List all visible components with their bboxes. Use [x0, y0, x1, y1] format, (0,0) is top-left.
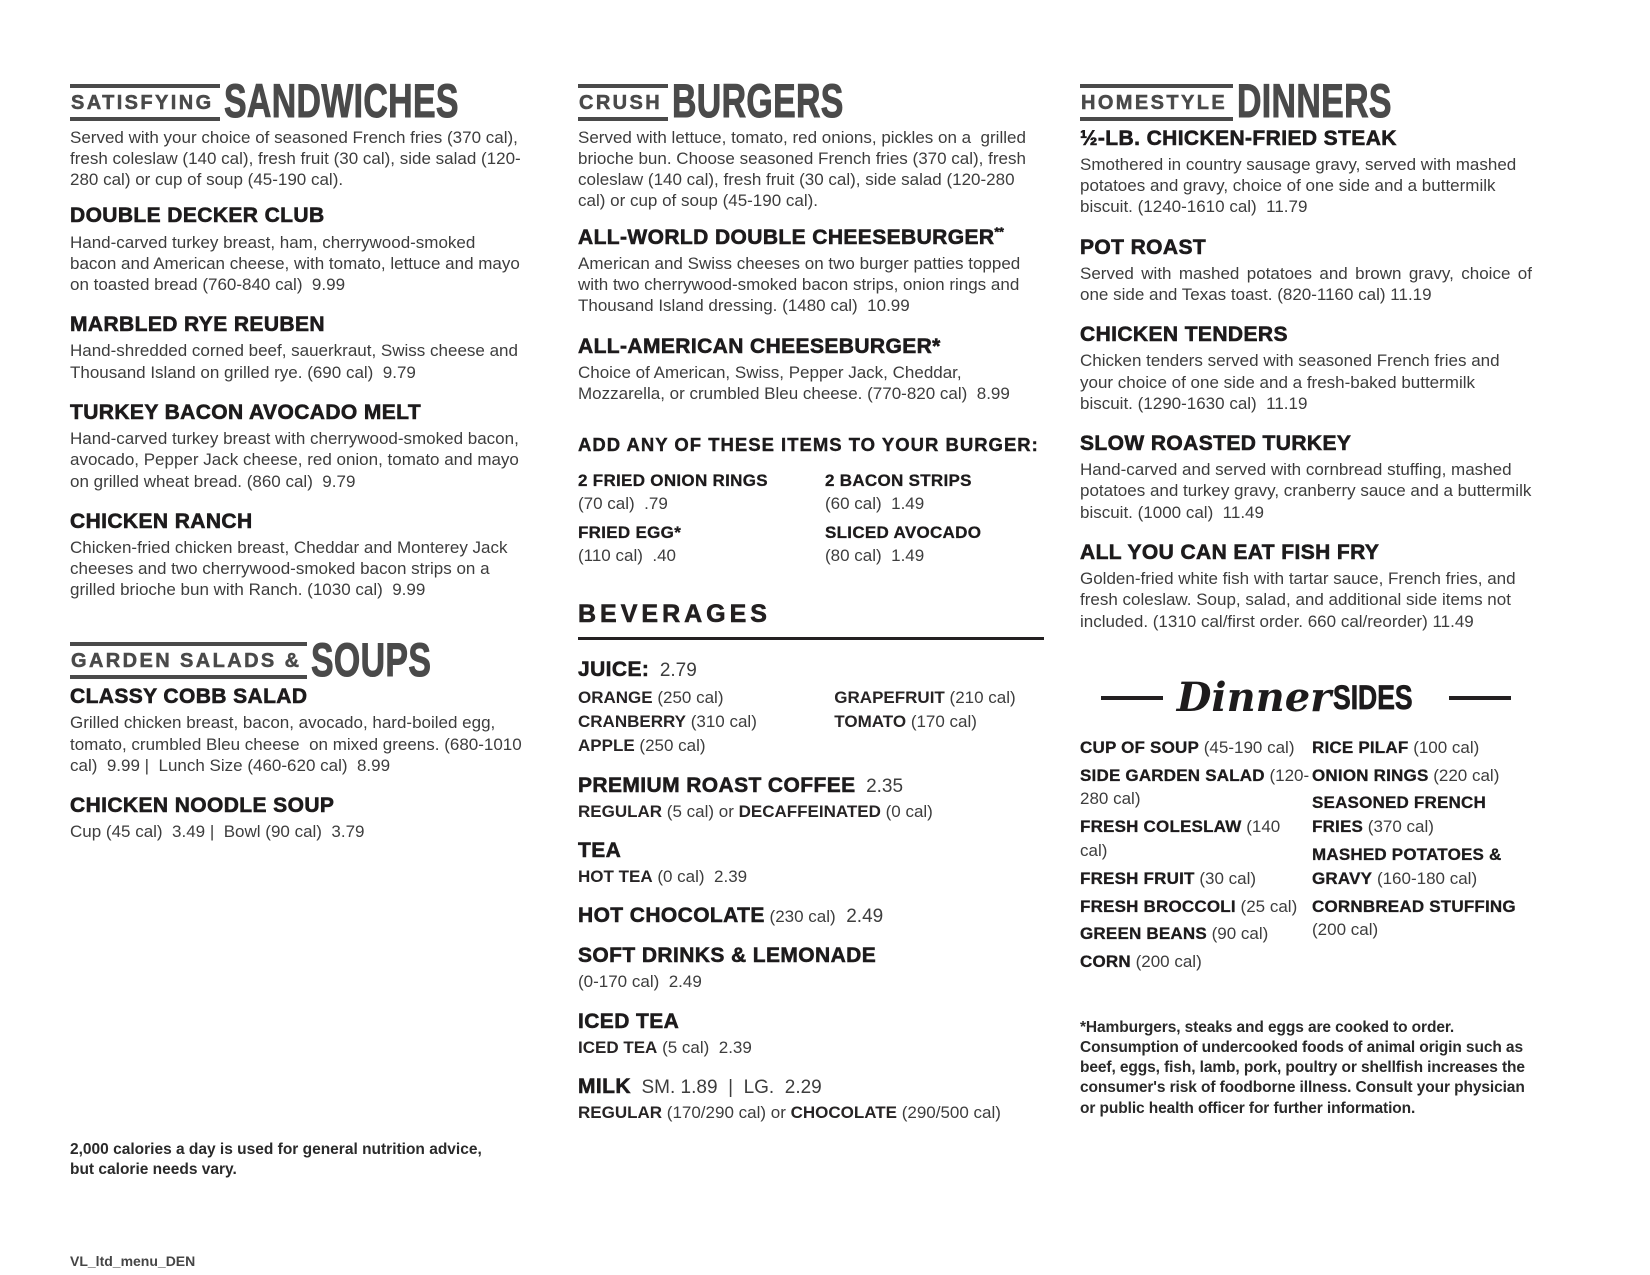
item-name-text: SLOW ROASTED TURKEY — [1080, 432, 1352, 456]
juice-flavor — [578, 734, 834, 758]
section-kicker: GARDEN SALADS & — [70, 642, 307, 679]
item-description: Served with mashed potatoes and brown gravy, choice of one side and Texas toast. (820-1160 cal) 11.19 — [1080, 263, 1532, 304]
item-name — [70, 510, 522, 534]
side-item — [1080, 950, 1312, 974]
juice-flavor-cal: (250 cal) — [657, 687, 724, 707]
side-cal: (200 cal) — [1312, 920, 1379, 940]
beverage-name-line — [578, 944, 1044, 968]
addon-price: .40 — [652, 545, 676, 565]
beverage-detail — [578, 866, 1044, 888]
beverage-detail-segment: REGULAR — [578, 802, 663, 822]
sides-column-right — [1312, 736, 1532, 978]
item-name — [1080, 236, 1532, 260]
item-name-text: ALL-AMERICAN CHEESEBURGER* — [578, 334, 941, 358]
beverage-detail — [578, 1102, 1044, 1124]
addon-cal: (110 cal) — [578, 545, 643, 565]
beverage-name: PREMIUM ROAST COFFEE — [578, 774, 856, 798]
beverage-name: JUICE: — [578, 657, 650, 681]
column-dinners-sides — [1080, 74, 1537, 1119]
sides-title-rest: SIDES — [1333, 678, 1413, 717]
item-name-text: CHICKEN RANCH — [70, 509, 253, 533]
side-name: FRESH COLESLAW — [1080, 817, 1242, 837]
item-description: Smothered in country sausage gravy, served with mashed potatoes and gravy, choice of one side and a buttermilk biscuit. (1240-1610 cal) 11.79 — [1080, 154, 1521, 217]
addon-cal: (60 cal) — [824, 494, 882, 514]
beverage-iced-tea — [578, 1010, 1044, 1059]
beverage-detail-segment: (5 cal) or — [662, 802, 739, 822]
side-item — [1080, 815, 1312, 863]
juice-flavor — [834, 710, 1044, 734]
addons-column-right — [825, 470, 1044, 574]
addon-name: FRIED EGG* — [578, 523, 682, 543]
menu-item — [1080, 541, 1532, 632]
item-description: Golden-fried white fish with tartar sauce, French fries, and fresh coleslaw. Soup, salad, and additional side items not included. (1310 cal/first order. 660 cal/reorder) 11.49 — [1080, 569, 1521, 631]
juice-flavor — [834, 686, 1044, 710]
addon-cal: (80 cal) — [824, 545, 882, 565]
item-name-text: ½-LB. CHICKEN-FRIED STEAK — [1080, 126, 1397, 150]
beverage-detail-segment: (0 cal) 2.39 — [652, 867, 748, 887]
addon-name: 2 BACON STRIPS — [824, 471, 972, 491]
beverage-name-line — [578, 774, 1044, 798]
side-name: CORN — [1080, 952, 1131, 972]
beverage-price-value: 2.79 — [659, 659, 697, 681]
section-header-dinners — [1080, 74, 1532, 127]
beverage-detail — [578, 1037, 1044, 1059]
addon-cal: (70 cal) — [578, 494, 635, 514]
beverage-detail — [578, 971, 1044, 993]
section-header-sandwiches — [70, 74, 522, 127]
divider-dash — [1449, 696, 1511, 700]
beverage-name: TEA — [578, 839, 622, 863]
beverage-sizes-value: SM. 1.89 | LG. 2.29 — [641, 1076, 822, 1098]
beverage-detail-segment: (290/500 cal) — [896, 1102, 1001, 1122]
column-sandwiches-salads — [70, 74, 527, 861]
juice-flavor-cal: (310 cal) — [690, 712, 757, 732]
beverage-price-value: 2.35 — [866, 776, 904, 798]
section-kicker: SATISFYING — [70, 84, 220, 121]
sides-title-script: Dinner — [1176, 673, 1332, 721]
menu-item — [70, 401, 522, 492]
item-name — [70, 313, 522, 337]
item-name-text: CHICKEN TENDERS — [1080, 323, 1288, 347]
menu-item — [1080, 432, 1537, 523]
section-kicker: CRUSH — [578, 84, 668, 121]
juice-flavors — [578, 686, 1044, 758]
side-cal: (140 cal) — [1080, 817, 1285, 861]
menu-item — [578, 226, 1044, 317]
sides-column-left — [1080, 736, 1312, 978]
side-cal: (120-280 cal) — [1080, 765, 1310, 809]
section-header-dinner-sides — [1080, 673, 1532, 721]
section-title: DINNERS — [1237, 74, 1392, 127]
side-item — [1312, 791, 1532, 839]
side-name: GREEN BEANS — [1080, 924, 1207, 944]
side-cal: (100 cal) — [1413, 737, 1480, 757]
beverage-hot-chocolate — [578, 904, 1044, 928]
juice-flavor — [578, 686, 834, 710]
burger-addons-grid — [578, 470, 1044, 574]
beverage-name-line — [578, 839, 1044, 863]
item-description: Chicken-fried chicken breast, Cheddar and Monterey Jack cheeses and two cherrywood-smoked bacon strips on a grilled brioche bun with Ranch. (1030 cal) 9.99 — [70, 537, 513, 600]
side-cal: (90 cal) — [1211, 924, 1269, 944]
beverage-name: ICED TEA — [578, 1009, 680, 1033]
beverage-detail-segment: (170/290 cal) or — [662, 1102, 791, 1122]
section-intro: Served with lettuce, tomato, red onions, pickles on a grilled brioche bun. Choose seasoned French fries (370 cal), fresh coleslaw (140 cal), fresh fruit (30 cal), side salad (120-280 cal) or cup of soup (45-190 cal). — [578, 127, 1031, 211]
side-cal: (30 cal) — [1199, 868, 1257, 888]
item-name-text: CLASSY COBB SALAD — [70, 685, 308, 709]
item-name — [1080, 541, 1532, 565]
beverage-tea — [578, 839, 1044, 888]
addon-item — [825, 470, 1044, 516]
side-item — [1312, 764, 1532, 788]
item-name — [70, 794, 522, 818]
dinner-item-list — [1080, 126, 1537, 632]
side-item — [1080, 764, 1312, 812]
menu-item — [70, 313, 522, 383]
addon-item — [578, 470, 825, 516]
item-description: Hand-shredded corned beef, sauerkraut, Swiss cheese and Thousand Island on grilled rye. (690 cal) 9.79 — [70, 341, 523, 382]
item-name-text: CHICKEN NOODLE SOUP — [70, 794, 335, 818]
addon-name: SLICED AVOCADO — [824, 523, 982, 543]
addon-price: 1.49 — [891, 545, 925, 565]
side-item — [1312, 736, 1532, 760]
beverage-detail — [578, 801, 1044, 823]
side-name: RICE PILAF — [1312, 737, 1409, 757]
side-item — [1080, 867, 1312, 891]
side-cal: (370 cal) — [1367, 817, 1434, 837]
item-description: Grilled chicken breast, bacon, avocado, hard-boiled egg, tomato, crumbled Bleu cheese on mixed greens. (680-1010 cal) 9.99 | Lunch Size (460-620 cal) 8.99 — [70, 713, 527, 775]
side-item — [1312, 895, 1532, 943]
beverage-name: MILK — [578, 1074, 631, 1098]
section-title: SOUPS — [311, 632, 432, 686]
beverage-cal — [765, 907, 836, 926]
section-header-salads-soups — [70, 632, 522, 686]
addon-name: 2 FRIED ONION RINGS — [578, 471, 768, 491]
divider-dash — [1101, 696, 1163, 700]
item-description: Cup (45 cal) 3.49 | Bowl (90 cal) 3.79 — [70, 822, 365, 842]
beverage-detail-segment: (5 cal) 2.39 — [657, 1037, 752, 1057]
item-name-text: POT ROAST — [1080, 235, 1207, 259]
beverage-detail-segment: CHOCOLATE — [790, 1102, 897, 1122]
side-name: FRESH FRUIT — [1080, 868, 1195, 888]
menu-item — [578, 335, 1044, 405]
addon-cal-price — [578, 545, 825, 568]
juice-flavor-name: ORANGE — [578, 687, 653, 707]
item-name — [578, 335, 1044, 359]
juice-flavor-cal: (250 cal) — [639, 736, 706, 756]
side-cal: (160-180 cal) — [1376, 868, 1478, 888]
salad-item-list — [70, 685, 527, 842]
addon-cal-price — [578, 493, 825, 516]
item-name — [578, 226, 1044, 250]
beverage-detail-segment: ICED TEA — [578, 1037, 658, 1057]
juice-flavors-left — [578, 686, 834, 758]
juice-flavor-name: CRANBERRY — [578, 712, 686, 732]
juice-flavor-name: TOMATO — [834, 712, 907, 732]
beverage-price — [856, 776, 904, 797]
column-burgers-beverages — [578, 76, 1044, 1140]
item-name — [1080, 432, 1532, 456]
item-name — [70, 685, 522, 709]
beverage-name-line — [578, 904, 1044, 928]
juice-flavor-name: APPLE — [578, 736, 635, 756]
item-name-text: DOUBLE DECKER CLUB — [70, 204, 325, 228]
juice-flavor-name: GRAPEFRUIT — [834, 687, 945, 707]
juice-flavor — [578, 710, 834, 734]
side-name: CORNBREAD STUFFING — [1312, 896, 1516, 916]
burger-item-list — [578, 226, 1044, 405]
item-name-text: MARBLED RYE REUBEN — [70, 313, 325, 337]
section-kicker: HOMESTYLE — [1080, 84, 1233, 121]
side-name: SIDE GARDEN SALAD — [1080, 765, 1265, 785]
juice-flavor-cal: (170 cal) — [910, 712, 977, 732]
side-name: CUP OF SOUP — [1080, 737, 1200, 757]
beverage-soft-drinks — [578, 944, 1044, 993]
side-item — [1080, 736, 1312, 760]
beverage-juice — [578, 658, 1044, 758]
beverage-name-line — [578, 658, 1044, 682]
item-description: Hand-carved turkey breast, ham, cherrywood-smoked bacon and American cheese, with tomato, lettuce and mayo on toasted bread (760-840 cal) 9.99 — [70, 232, 525, 295]
side-cal: (25 cal) — [1240, 896, 1298, 916]
side-cal: (220 cal) — [1433, 765, 1500, 785]
juice-flavors-right — [834, 686, 1044, 758]
addon-price: .79 — [644, 494, 668, 514]
beverage-name: SOFT DRINKS & LEMONADE — [578, 944, 877, 968]
item-footnote-marker: ** — [994, 224, 1004, 239]
side-item — [1312, 843, 1532, 891]
item-description: Chicken tenders served with seasoned French fries and your choice of one side and a fresh-baked buttermilk biscuit. (1290-1630 cal) 11.19 — [1080, 351, 1505, 413]
section-title: SANDWICHES — [223, 74, 459, 127]
addon-cal-price — [825, 493, 1044, 516]
beverage-cal-value: (230 cal) — [769, 907, 836, 927]
menu-item — [70, 510, 522, 601]
section-title: BURGERS — [672, 74, 844, 127]
sandwich-item-list — [70, 204, 525, 600]
cooked-to-order-disclaimer: *Hamburgers, steaks and eggs are cooked to order. Consumption of undercooked foods of animal origin such as beef, eggs, fish, lamb, pork, poultry or shellfish increases the consumer's risk of foodborne illness. Consult your physician or public health officer for further information. — [1080, 1019, 1525, 1117]
side-cal: (45-190 cal) — [1203, 737, 1295, 757]
beverage-detail-segment: DECAFFEINATED — [738, 802, 881, 822]
beverage-name-line — [578, 1075, 1044, 1099]
beverage-detail-segment: HOT TEA — [578, 867, 653, 887]
section-intro: Served with your choice of seasoned French fries (370 cal), fresh coleslaw (140 cal), fresh fruit (30 cal), side salad (120-280 cal) or cup of soup (45-190 cal). — [70, 127, 523, 190]
beverage-detail-segment: (0-170 cal) 2.49 — [578, 972, 702, 992]
beverage-name: HOT CHOCOLATE — [578, 904, 765, 928]
beverage-price — [836, 906, 884, 927]
item-name-text: TURKEY BACON AVOCADO MELT — [70, 400, 422, 424]
beverages-heading: BEVERAGES — [578, 600, 1044, 640]
side-name: SEASONED FRENCH FRIES — [1312, 793, 1491, 837]
item-name — [1080, 127, 1532, 151]
item-name-text: ALL YOU CAN EAT FISH FRY — [1080, 540, 1380, 564]
calorie-footnote: 2,000 calories a day is used for general nutrition advice, but calorie needs vary. — [70, 1141, 482, 1179]
juice-flavor-cal: (210 cal) — [949, 687, 1016, 707]
addon-price: 1.49 — [891, 494, 925, 514]
item-name — [70, 401, 522, 425]
menu-item — [1080, 323, 1532, 414]
beverage-detail-segment: (0 cal) — [880, 802, 933, 822]
dinner-sides-grid — [1080, 736, 1532, 978]
item-description: Hand-carved and served with cornbread stuffing, mashed potatoes and turkey gravy, cranberry sauce and a buttermilk biscuit. (1000 cal) 11.49 — [1080, 460, 1537, 522]
side-cal: (200 cal) — [1135, 952, 1202, 972]
item-name-text: ALL-WORLD DOUBLE CHEESEBURGER — [578, 225, 995, 249]
side-item — [1080, 895, 1312, 919]
menu-item — [70, 204, 525, 295]
beverage-milk — [578, 1075, 1044, 1124]
side-item — [1080, 922, 1312, 946]
side-name: FRESH BROCCOLI — [1080, 896, 1236, 916]
item-description: Hand-carved turkey breast with cherrywood-smoked bacon, avocado, Pepper Jack cheese, red onion, tomato and mayo on grilled wheat bread. (860 cal) 9.79 — [70, 429, 524, 491]
beverage-sizes — [631, 1077, 822, 1098]
item-name — [1080, 323, 1532, 347]
menu-item — [1080, 127, 1532, 218]
side-name: MASHED POTATOES & GRAVY — [1312, 845, 1507, 888]
document-code: VL_ltd_menu_DEN — [70, 1253, 196, 1269]
beverage-price-value: 2.49 — [846, 906, 884, 928]
menu-item — [70, 794, 522, 842]
beverage-detail-segment: REGULAR — [578, 1102, 663, 1122]
side-name: ONION RINGS — [1312, 765, 1429, 785]
beverage-name-line — [578, 1010, 1044, 1034]
addon-item — [578, 522, 825, 568]
beverage-price — [649, 660, 697, 681]
item-name — [70, 204, 522, 228]
section-header-burgers — [578, 74, 1044, 127]
addon-cal-price — [825, 545, 1044, 568]
beverage-coffee — [578, 774, 1044, 823]
menu-item — [70, 685, 527, 776]
item-description: Choice of American, Swiss, Pepper Jack, Cheddar, Mozzarella, or crumbled Bleu cheese. (770-820 cal) 8.99 — [578, 362, 1010, 403]
item-description: American and Swiss cheeses on two burger patties topped with two cherrywood-smoked bacon strips, onion rings and Thousand Island dressing. (1480 cal) 10.99 — [578, 253, 1025, 316]
menu-item — [1080, 236, 1532, 306]
addons-column-left — [578, 470, 825, 574]
addon-item — [825, 522, 1044, 568]
burger-addons-heading: ADD ANY OF THESE ITEMS TO YOUR BURGER: — [578, 434, 1039, 456]
